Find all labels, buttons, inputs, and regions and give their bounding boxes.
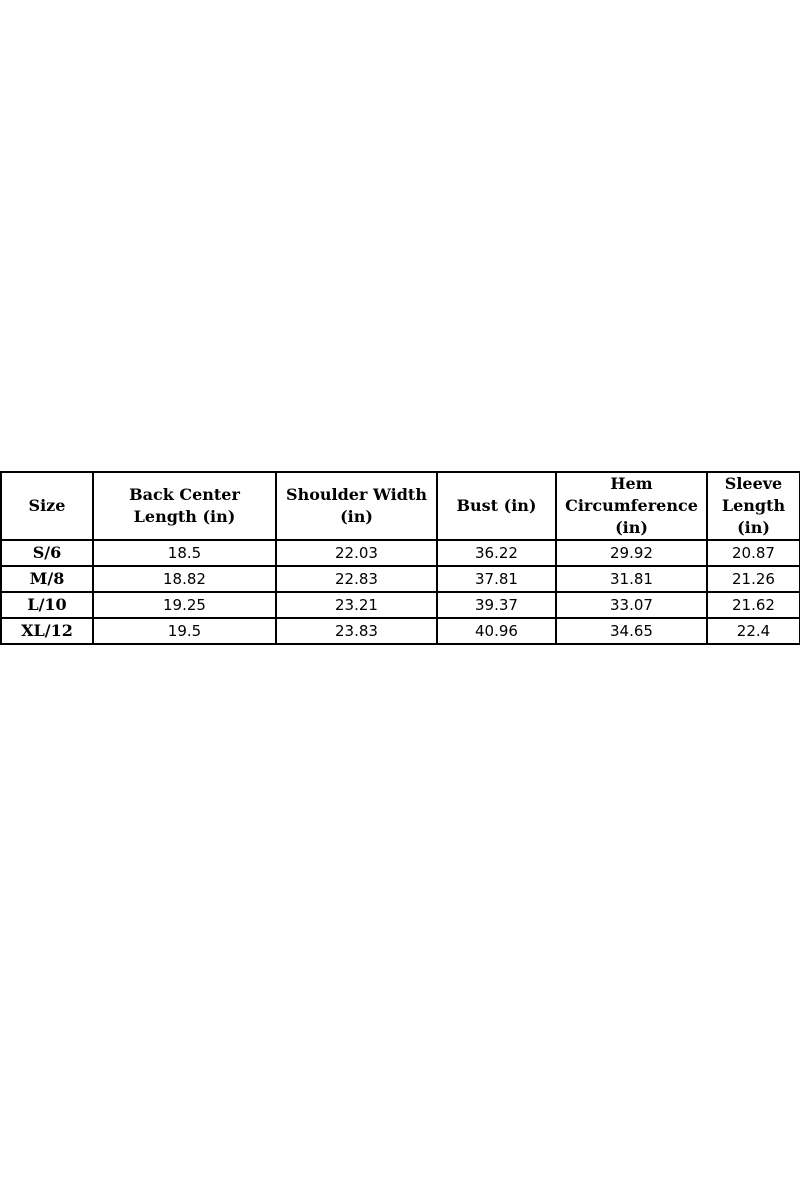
hem-circumference-cell: 31.81 — [556, 566, 707, 592]
sleeve-length-cell: 21.26 — [707, 566, 800, 592]
shoulder-width-cell: 22.03 — [276, 540, 437, 566]
header-shoulder-width: Shoulder Width (in) — [276, 472, 437, 540]
hem-circumference-cell: 29.92 — [556, 540, 707, 566]
back-center-length-cell: 18.5 — [93, 540, 276, 566]
header-back-center-length: Back Center Length (in) — [93, 472, 276, 540]
table-row — [1, 592, 800, 618]
size-cell: M/8 — [1, 566, 93, 592]
table-row — [1, 566, 800, 592]
table-row — [1, 618, 800, 644]
bust-cell: 39.37 — [437, 592, 556, 618]
hem-circumference-cell: 33.07 — [556, 592, 707, 618]
sleeve-length-cell: 22.4 — [707, 618, 800, 644]
bust-cell: 40.96 — [437, 618, 556, 644]
header-sleeve-length: Sleeve Length (in) — [707, 472, 800, 540]
header-bust: Bust (in) — [437, 472, 556, 540]
hem-circumference-cell: 34.65 — [556, 618, 707, 644]
bust-cell: 37.81 — [437, 566, 556, 592]
header-row — [1, 472, 800, 540]
bust-cell: 36.22 — [437, 540, 556, 566]
shoulder-width-cell: 23.21 — [276, 592, 437, 618]
back-center-length-cell: 19.5 — [93, 618, 276, 644]
sleeve-length-cell: 20.87 — [707, 540, 800, 566]
size-cell: S/6 — [1, 540, 93, 566]
size-chart-table — [0, 471, 800, 645]
back-center-length-cell: 18.82 — [93, 566, 276, 592]
size-cell: L/10 — [1, 592, 93, 618]
shoulder-width-cell: 22.83 — [276, 566, 437, 592]
back-center-length-cell: 19.25 — [93, 592, 276, 618]
header-size: Size — [1, 472, 93, 540]
table-row — [1, 540, 800, 566]
size-cell: XL/12 — [1, 618, 93, 644]
header-hem-circumference: Hem Circumference (in) — [556, 472, 707, 540]
shoulder-width-cell: 23.83 — [276, 618, 437, 644]
sleeve-length-cell: 21.62 — [707, 592, 800, 618]
